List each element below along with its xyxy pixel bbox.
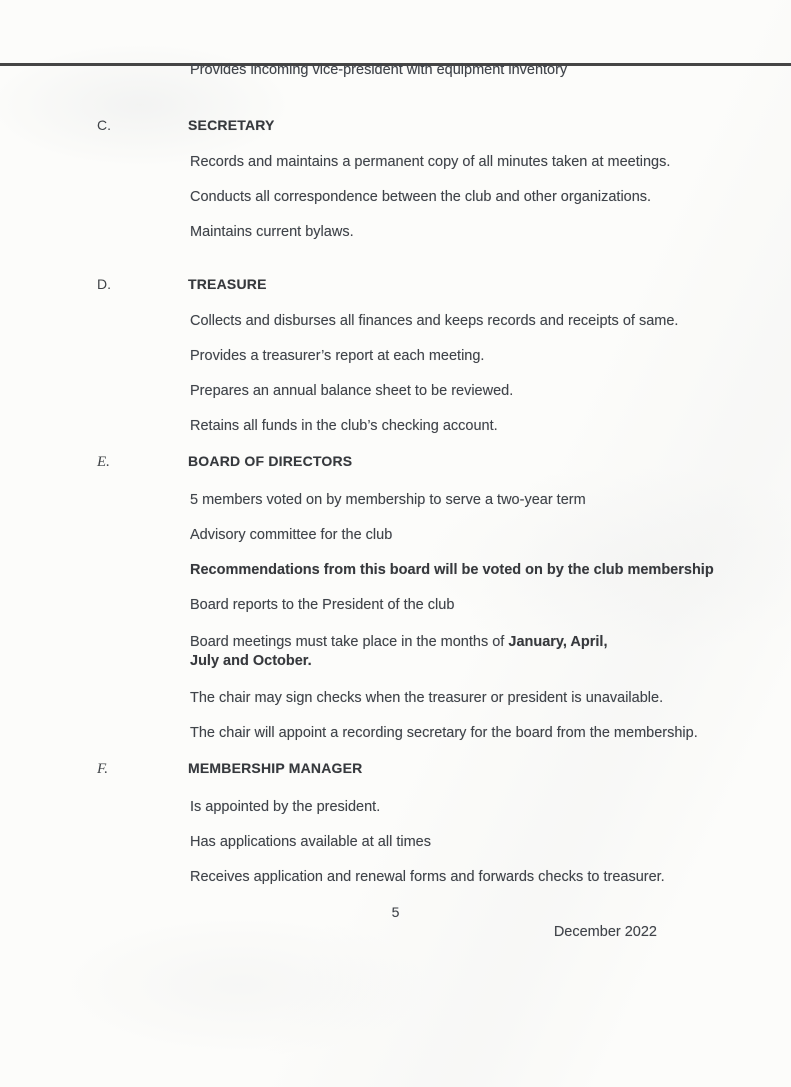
body-line bbox=[190, 225, 791, 240]
section-letter: F. bbox=[97, 761, 108, 777]
body-text: Prepares an annual balance sheet to be reviewed. bbox=[190, 383, 514, 399]
body-line bbox=[190, 800, 791, 815]
section-secretary bbox=[0, 117, 791, 240]
body-line bbox=[190, 633, 640, 671]
body-text: Board meetings must take place in the months of bbox=[190, 634, 509, 650]
body-text: 5 members voted on by membership to serve a two-year term bbox=[190, 492, 586, 508]
document-page bbox=[0, 63, 791, 940]
section-letter: D. bbox=[97, 276, 111, 292]
body-text: Provides a treasurer’s report at each meeting. bbox=[190, 348, 485, 364]
body-text: Has applications available at all times bbox=[190, 834, 431, 850]
intro-line: Provides incoming vice-president with equipment inventory bbox=[190, 62, 568, 78]
section-title: TREASURE bbox=[188, 276, 267, 292]
body-text: Conducts all correspondence between the club and other organizations. bbox=[190, 189, 652, 205]
body-line bbox=[190, 314, 791, 329]
section-title: SECRETARY bbox=[188, 117, 275, 133]
section-heading bbox=[97, 117, 791, 133]
section-title: BOARD OF DIRECTORS bbox=[188, 453, 353, 469]
body-text: Is appointed by the president. bbox=[190, 799, 381, 815]
body-line bbox=[190, 419, 791, 434]
section-heading bbox=[97, 454, 791, 471]
body-text: The chair may sign checks when the treasurer or president is unavailable. bbox=[190, 690, 664, 706]
page-number: 5 bbox=[391, 904, 400, 920]
body-line bbox=[190, 528, 791, 543]
body-line bbox=[190, 598, 791, 613]
body-line bbox=[190, 726, 791, 741]
body-text: Retains all funds in the club’s checking account. bbox=[190, 418, 498, 434]
body-line bbox=[190, 349, 791, 364]
body-line bbox=[190, 384, 791, 399]
body-line bbox=[190, 563, 791, 578]
section-letter: E. bbox=[97, 454, 110, 470]
body-text: Advisory committee for the club bbox=[190, 527, 393, 543]
body-line bbox=[190, 493, 791, 508]
body-line bbox=[190, 870, 791, 885]
body-text: The chair will appoint a recording secretary for the board from the membership. bbox=[190, 725, 698, 741]
body-text: Board reports to the President of the club bbox=[190, 597, 455, 613]
section-heading bbox=[97, 761, 791, 778]
section-membership-manager bbox=[0, 761, 791, 885]
body-text: Maintains current bylaws. bbox=[190, 224, 354, 240]
section-letter: C. bbox=[97, 117, 111, 133]
section-treasure bbox=[0, 276, 791, 434]
section-items bbox=[0, 155, 791, 240]
footer-date: December 2022 bbox=[553, 924, 657, 940]
section-items bbox=[0, 314, 791, 434]
body-text-bold: Recommendations from this board will be voted on by the club membership bbox=[190, 562, 714, 578]
body-line bbox=[190, 835, 791, 850]
body-line bbox=[190, 155, 791, 170]
body-text-bold: January, April, July and October. bbox=[190, 634, 608, 669]
section-board-of-directors bbox=[0, 454, 791, 741]
section-items bbox=[0, 493, 791, 741]
body-line bbox=[190, 691, 791, 706]
section-heading bbox=[97, 276, 791, 292]
body-text: Collects and disburses all finances and keeps records and receipts of same. bbox=[190, 313, 679, 329]
section-title: MEMBERSHIP MANAGER bbox=[188, 760, 363, 776]
body-text: Records and maintains a permanent copy of all minutes taken at meetings. bbox=[190, 154, 671, 170]
section-items bbox=[0, 800, 791, 885]
body-line bbox=[190, 190, 791, 205]
body-text: Receives application and renewal forms and forwards checks to treasurer. bbox=[190, 869, 665, 885]
